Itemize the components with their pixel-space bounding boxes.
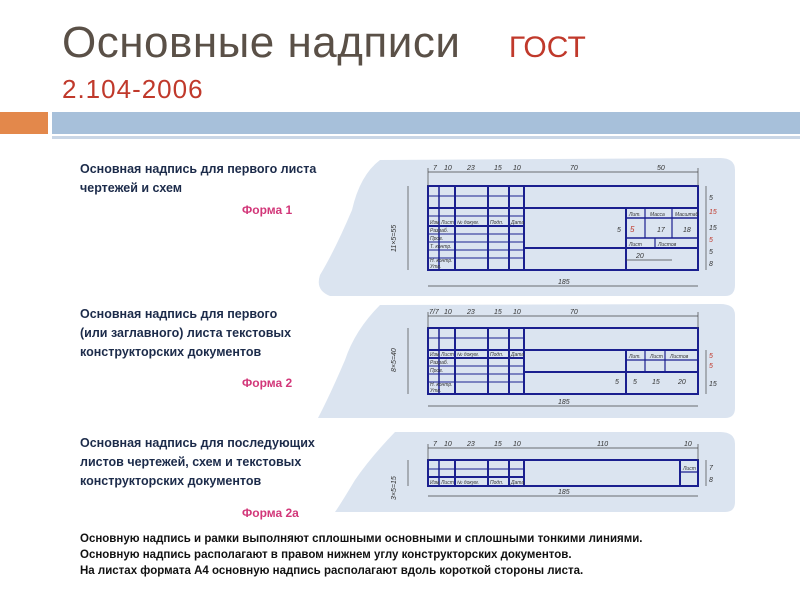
f1-cell-10: Лит. — [629, 212, 641, 218]
title-main: Основные надписи — [62, 18, 461, 67]
f1-cell-3: Подп. — [490, 220, 504, 226]
f1-top-dim-5: 70 — [570, 165, 578, 172]
f2-cell-1: Лист — [441, 352, 454, 358]
f1-bottom-dim: 185 — [558, 279, 570, 286]
f2-top-dim-4: 10 — [513, 309, 521, 316]
caption-form2-line-2: (или заглавного) листа текстовых — [80, 326, 292, 340]
f1-inner-dim-1: 17 — [657, 227, 665, 234]
form2-label: Форма 2 — [242, 376, 293, 390]
f2-inner-dim-1: 5 — [633, 379, 637, 386]
f1-top-dim-0: 7 — [433, 165, 437, 172]
caption-form2a-line-2: листов чертежей, схем и текстовых — [80, 455, 302, 469]
f2-inner-dim-3: 20 — [678, 379, 686, 386]
f2-cell-5: Разраб. — [430, 360, 449, 366]
f1-left-dim: 11×5=55 — [391, 224, 398, 252]
f2a-cell-4: Дата — [511, 480, 525, 486]
footer-line-2: Основную надпись располагают в правом нижнем углу конструкторских документов. — [80, 549, 572, 561]
f1-side-dim-5: 8 — [709, 261, 713, 268]
f2-inner-dim-0: 5 — [615, 379, 619, 386]
f2a-left-dim: 3×5=15 — [391, 476, 398, 500]
f1-inner-dim-2: 18 — [683, 227, 691, 234]
title-number: 2.104-2006 — [62, 74, 204, 104]
f1-cell-5: Разраб. — [430, 228, 449, 234]
f1-cell-4: Дата — [511, 220, 525, 226]
footer-notes — [80, 531, 643, 579]
caption-form2 — [80, 305, 291, 362]
footer-line-1: Основную надпись и рамки выполняют сплошными основными и сплошными тонкими линиями. — [80, 533, 643, 545]
f2a-top-dim-5: 110 — [597, 441, 609, 448]
f1-cell-2: № докум. — [457, 220, 480, 226]
caption-form2a-line-1: Основная надпись для последующих — [80, 436, 315, 450]
f1-cell-7: Т. контр. — [430, 244, 452, 250]
f1-cell-6: Пров. — [430, 236, 444, 242]
f2-cell-2: № докум. — [457, 352, 480, 358]
caption-form1 — [80, 160, 316, 198]
f1-cell-9: Утв. — [430, 264, 442, 270]
bg-blob-2 — [318, 304, 735, 418]
f2-cell-9: Лит. — [629, 354, 641, 360]
form1-label: Форма 1 — [242, 203, 293, 217]
f2a-top-dim-2: 23 — [467, 441, 475, 448]
form2a-label: Форма 2а — [242, 506, 299, 520]
f1-inner-dim-4: 5 — [630, 225, 635, 234]
f2-side-dim-2: 15 — [709, 381, 717, 388]
f2-cell-7: Н. контр. — [430, 382, 453, 388]
f1-cell-1: Лист — [441, 220, 454, 226]
f2a-cell-2: № докум. — [457, 480, 480, 486]
f1-cell-13: Лист — [629, 242, 642, 248]
f1-side-dim-0: 5 — [709, 195, 713, 202]
caption-form1-line-2: чертежей и схем — [80, 181, 183, 195]
f2a-top-dim-3: 15 — [494, 441, 502, 448]
f1-top-dim-1: 10 — [444, 165, 452, 172]
f1-inner-dim-0: 5 — [617, 227, 621, 234]
title-gost: ГОСТ — [508, 31, 586, 64]
f2-top-dim-5: 70 — [570, 309, 578, 316]
f1-cell-14: Листов — [658, 242, 677, 248]
f1-side-dim-3: 5 — [709, 237, 713, 244]
caption-form2-line-3: конструкторских документов — [80, 345, 262, 359]
f2-inner-dim-2: 15 — [652, 379, 660, 386]
f2-top-dim-2: 23 — [467, 309, 475, 316]
f1-side-dim-1: 15 — [709, 209, 717, 216]
f1-cell-8: Н. контр. — [430, 258, 453, 264]
f1-top-dim-2: 23 — [467, 165, 475, 172]
footer-line-3: На листах формата А4 основную надпись располагают вдоль короткой стороны листа. — [80, 565, 584, 577]
f2-cell-0: Изм — [430, 352, 440, 358]
f2a-cell-0: Изм — [430, 480, 440, 486]
f2-cell-3: Подп. — [490, 352, 504, 358]
f2-bottom-dim: 185 — [558, 399, 570, 406]
f2-side-dim-1: 5 — [709, 363, 713, 370]
caption-form2a — [80, 434, 315, 491]
f2a-top-dim-6: 10 — [684, 441, 692, 448]
f2-top-dim-3: 15 — [494, 309, 502, 316]
f2-side-dim-0: 5 — [709, 353, 713, 360]
f2a-side-dim-0: 7 — [709, 465, 713, 472]
f1-cell-11: Масса — [650, 212, 665, 218]
f1-cell-0: Изм — [430, 220, 440, 226]
f2-cell-8: Утв. — [430, 388, 442, 394]
f2a-side-dim-1: 8 — [709, 477, 713, 484]
f2a-bottom-dim: 185 — [558, 489, 570, 496]
f1-top-dim-4: 10 — [513, 165, 521, 172]
caption-form2-line-1: Основная надпись для первого — [80, 307, 278, 321]
f2a-cell-3: Подп. — [490, 480, 504, 486]
f2a-top-dim-1: 10 — [444, 441, 452, 448]
f2a-top-dim-4: 10 — [513, 441, 521, 448]
f2-cell-4: Дата — [511, 352, 525, 358]
f2-cell-10: Лист — [650, 354, 663, 360]
f1-cell-12: Масштаб — [675, 212, 699, 218]
f2-cell-11: Листов — [670, 354, 689, 360]
f1-side-dim-2: 15 — [709, 225, 717, 232]
f1-top-dim-3: 15 — [494, 165, 502, 172]
f2-top-dim-0: 7/7 — [429, 309, 439, 316]
f2a-top-dim-0: 7 — [433, 441, 437, 448]
f2a-cell-5: Лист — [683, 466, 696, 472]
f2-cell-6: Пров. — [430, 368, 444, 374]
f1-inner-dim-3: 20 — [636, 253, 644, 260]
f1-top-dim-6: 50 — [657, 165, 665, 172]
caption-form2a-line-3: конструкторских документов — [80, 474, 262, 488]
f2-left-dim: 8×5=40 — [391, 348, 398, 372]
f2-top-dim-1: 10 — [444, 309, 452, 316]
f2a-cell-1: Лист — [441, 480, 454, 486]
f1-side-dim-4: 5 — [709, 249, 713, 256]
caption-form1-line-1: Основная надпись для первого листа — [80, 162, 317, 176]
